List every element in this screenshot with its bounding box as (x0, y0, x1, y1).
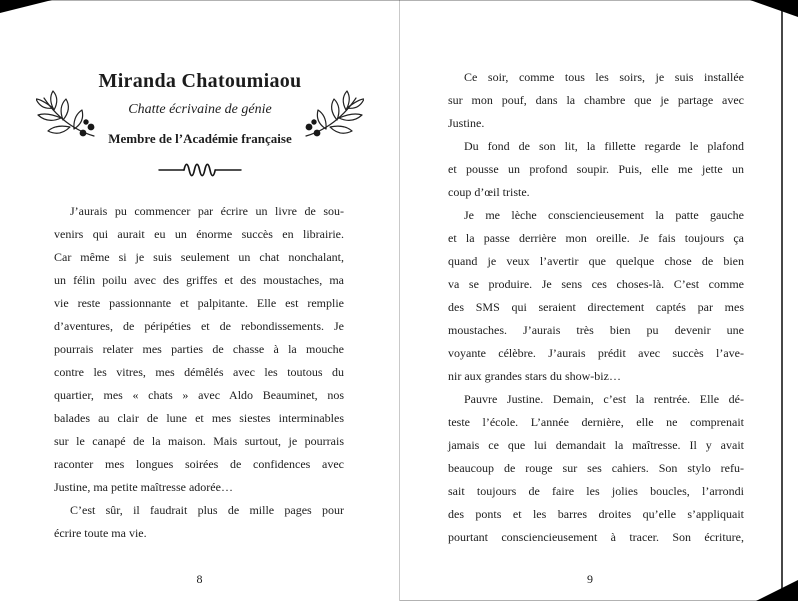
text-line: vie reste passionnante et palpitante. Elle est remplie (54, 296, 344, 310)
olive-branch-left-icon (36, 86, 100, 144)
scan-edge-top (0, 0, 798, 1)
text-line: des SMS qui seraient directement captés par mes (448, 300, 744, 314)
text-line: un félin poilu avec des griffes et des moustaches, ma (54, 273, 344, 287)
text-line: pourrais relater mes parties de chasse à la mouche (54, 342, 344, 356)
character-subtitle: Chatte écrivaine de génie (128, 102, 272, 117)
text-line: balades au clair de lune et mes siestes interminables (54, 411, 344, 425)
text-line: jamais ce que lui demandait la maîtresse. Il y avait (448, 438, 744, 452)
text-line: teste l’école. L’année dernière, elle ne comprenait (448, 415, 744, 429)
text-line: Je me lèche consciencieusement la patte gauche (464, 208, 744, 222)
text-line: Ce soir, comme tous les soirs, je suis installée (464, 70, 744, 84)
page-right (400, 0, 780, 601)
text-line: nir aux grandes stars du show-biz… (448, 369, 621, 383)
text-line: venirs qui aurait eu un énorme succès en librairie. (54, 227, 344, 241)
character-affiliation: Membre de l’Académie française (108, 131, 292, 146)
text-line: pourtant consciencieusement à tracer. Son écriture, (448, 530, 744, 544)
text-line: Justine, ma petite maîtresse adorée… (54, 480, 233, 494)
text-line: des ponts et les barres droites qu’elle s’appliquait (448, 507, 744, 521)
text-line: sur mon pouf, dans la chambre que je partage avec (448, 93, 744, 107)
olive-branch-right-icon (300, 86, 364, 144)
text-line: et pousse un profond soupir. Puis, elle me jette un (448, 162, 744, 176)
text-line: moustaches. J’aurais très bien pu devenir une (448, 323, 744, 337)
text-line: quartier, mes « chats » avec Aldo Beauminet, nos (54, 388, 344, 402)
text-line: C’est sûr, il faudrait plus de mille pages pour (70, 503, 344, 517)
text-line: et la passe derrière mon oreille. Je fais toujours ça (448, 231, 744, 245)
text-line: coup d’œil triste. (448, 185, 530, 199)
text-line: Du fond de son lit, la fillette regarde le plafond (464, 139, 744, 153)
text-line: J’aurais pu commencer par écrire un livre de sou- (70, 204, 344, 218)
text-line: d’aventures, de péripéties et de rebondissements. Je (54, 319, 344, 333)
text-line: contre les vitres, mes démêlés avec les toutous du (54, 365, 344, 379)
text-line: écrire toute ma vie. (54, 526, 147, 540)
text-line: sait toujours de faire les jolies boucles, l’arrondi (448, 484, 744, 498)
text-line: va se produire. Je sens ces choses-là. C’est comme (448, 277, 744, 291)
text-line: sur le canapé de la maison. Mais surtout, je pourrais (54, 434, 344, 448)
character-name-title: Miranda Chatoumiaou (98, 70, 302, 92)
body-text-left (54, 200, 344, 545)
page-edge-line (781, 0, 783, 601)
text-line: Justine. (448, 116, 485, 130)
page-number-right: 9 (587, 572, 593, 586)
text-line: voyante célèbre. J’aurais prédit avec succès l’ave- (448, 346, 744, 360)
text-line: beaucoup de rouge sur ses cahiers. Son stylo refu- (448, 461, 744, 475)
page-number-left: 8 (196, 572, 203, 586)
body-text-right (448, 66, 744, 549)
text-line: quand je veux l’avertir que quelque chose de bien (448, 254, 744, 268)
squiggle-divider-icon (30, 162, 370, 183)
chapter-header (30, 70, 370, 183)
page-gutter-line (399, 0, 400, 601)
text-line: Car même si je suis seulement un chat nonchalant, (54, 250, 344, 264)
text-line: raconter mes longues soirées de confidences avec (54, 457, 344, 471)
text-line: Pauvre Justine. Demain, c’est la rentrée. Elle dé- (464, 392, 744, 406)
